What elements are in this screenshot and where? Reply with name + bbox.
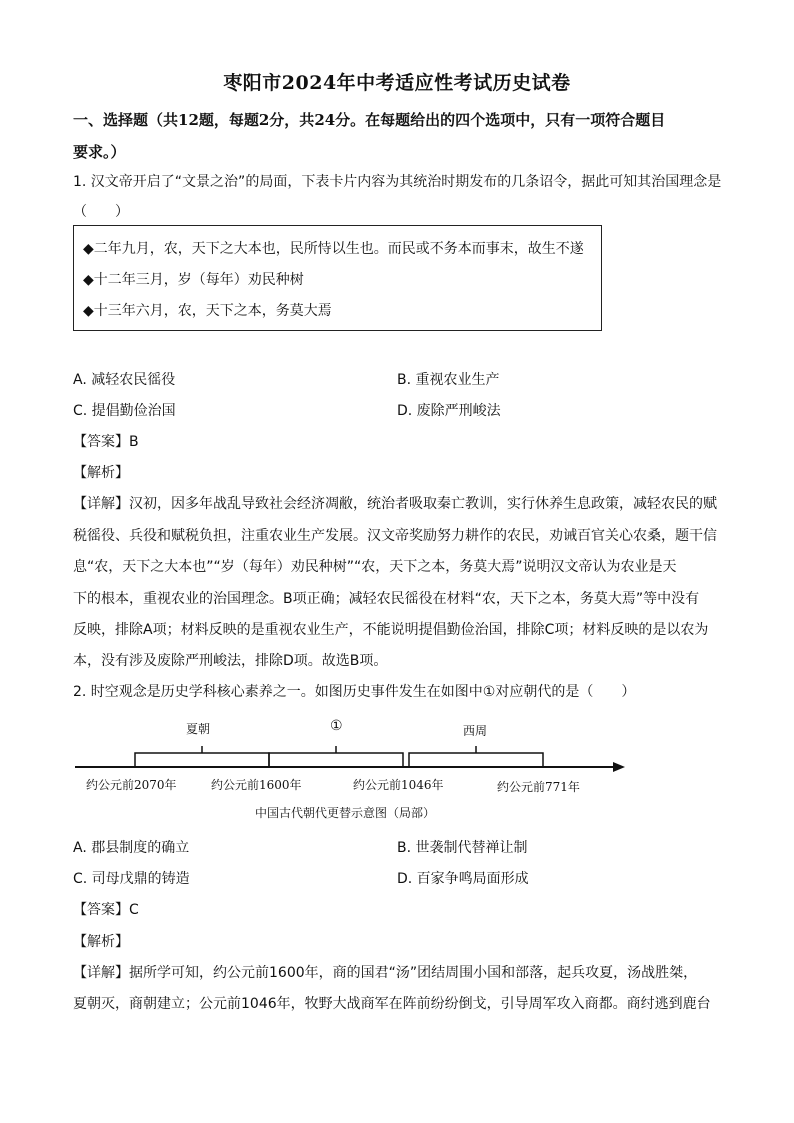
q1-stem: 1. 汉文帝开启了“文景之治”的局面，下表卡片内容为其统治时期发布的几条诏令，据此可知其治国理念是 (73, 174, 722, 190)
q1-stem-parens: （ ） (73, 204, 129, 220)
q1-detail-line: 反映，排除A项；材料反映的是重视农业生产，不能说明提倡勤俭治国，排除C项；材料反映的是以农为 (73, 622, 709, 638)
timeline-period-1: ① (330, 718, 343, 734)
q2-option-c[interactable]: C. 司母戊鼎的铸造 (73, 871, 190, 887)
timeline-date: 约公元前1046年 (353, 778, 444, 792)
timeline-date: 约公元前2070年 (86, 778, 177, 792)
section-heading-line2: 要求。） (73, 143, 126, 161)
bracket-period-1 (269, 753, 403, 767)
timeline-date: 约公元前771年 (497, 780, 580, 794)
q2-option-a[interactable]: A. 郡县制度的确立 (73, 840, 190, 856)
q1-detail-line: 息“农，天下之大本也”“岁（每年）劝民种树”“农，天下之本，务莫大焉”说明汉文帝认为农业是天 (73, 559, 677, 575)
bracket-western-zhou (409, 753, 543, 767)
q2-option-b[interactable]: B. 世袭制代替禅让制 (397, 840, 528, 856)
bracket-xia (135, 753, 269, 767)
q1-detail-line: 税徭役、兵役和赋税负担，注重农业生产发展。汉文帝奖励努力耕作的农民，劝诫百官关心农桑，题干信 (73, 528, 717, 544)
section-heading-line1: 一、选择题（共12题，每题2分，共24分。在每题给出的四个选项中，只有一项符合题目 (73, 111, 666, 129)
q1-card-line: ◆十三年六月，农，天下之本，务莫大焉 (83, 303, 332, 319)
page-title: 枣阳市2024年中考适应性考试历史试卷 (223, 72, 571, 94)
q1-answer: 【答案】B (73, 434, 139, 450)
q2-analysis-label: 【解析】 (73, 934, 129, 950)
q2-detail-line: 【详解】据所学可知，约公元前1600年，商的国君“汤”团结周围小国和部落，起兵攻夏，汤战胜桀， (73, 965, 698, 981)
q2-stem: 2. 时空观念是历史学科核心素养之一。如图历史事件发生在如图中①对应朝代的是（ ） (73, 684, 636, 700)
q1-option-a[interactable]: A. 减轻农民徭役 (73, 372, 176, 388)
timeline-period-xia: 夏朝 (186, 722, 211, 736)
q2-answer: 【答案】C (73, 902, 139, 918)
timeline-date: 约公元前1600年 (211, 778, 302, 792)
q1-detail-line: 下的根本，重视农业的治国理念。B项正确；减轻农民徭役在材料“农，天下之本，务莫大焉”等中没有 (73, 591, 700, 607)
timeline-period-western-zhou: 西周 (463, 724, 488, 738)
q1-option-c[interactable]: C. 提倡勤俭治国 (73, 403, 176, 419)
timeline-arrowhead (613, 762, 625, 772)
q2-option-d[interactable]: D. 百家争鸣局面形成 (397, 871, 529, 887)
q1-detail-line: 本，没有涉及废除严刑峻法，排除D项。故选B项。 (73, 653, 388, 669)
timeline-caption: 中国古代朝代更替示意图（局部） (255, 806, 436, 820)
q1-edict-card (73, 225, 602, 331)
q1-option-d[interactable]: D. 废除严刑峻法 (397, 403, 501, 419)
q2-detail-line: 夏朝灭，商朝建立；公元前1046年，牧野大战商军在阵前纷纷倒戈，引导周军攻入商都。商纣逃到鹿台 (73, 996, 711, 1012)
q1-card-line: ◆十二年三月，岁（每年）劝民种树 (83, 272, 304, 288)
q1-detail-line: 【详解】汉初，因多年战乱导致社会经济凋敝，统治者吸取秦亡教训，实行休养生息政策，减轻农民的赋 (73, 496, 717, 512)
q1-analysis-label: 【解析】 (73, 465, 129, 481)
q1-option-b[interactable]: B. 重视农业生产 (397, 372, 500, 388)
timeline-diagram (73, 712, 633, 772)
q1-card-line: ◆二年九月，农，天下之大本也，民所恃以生也。而民或不务本而事末，故生不遂 (83, 241, 584, 257)
